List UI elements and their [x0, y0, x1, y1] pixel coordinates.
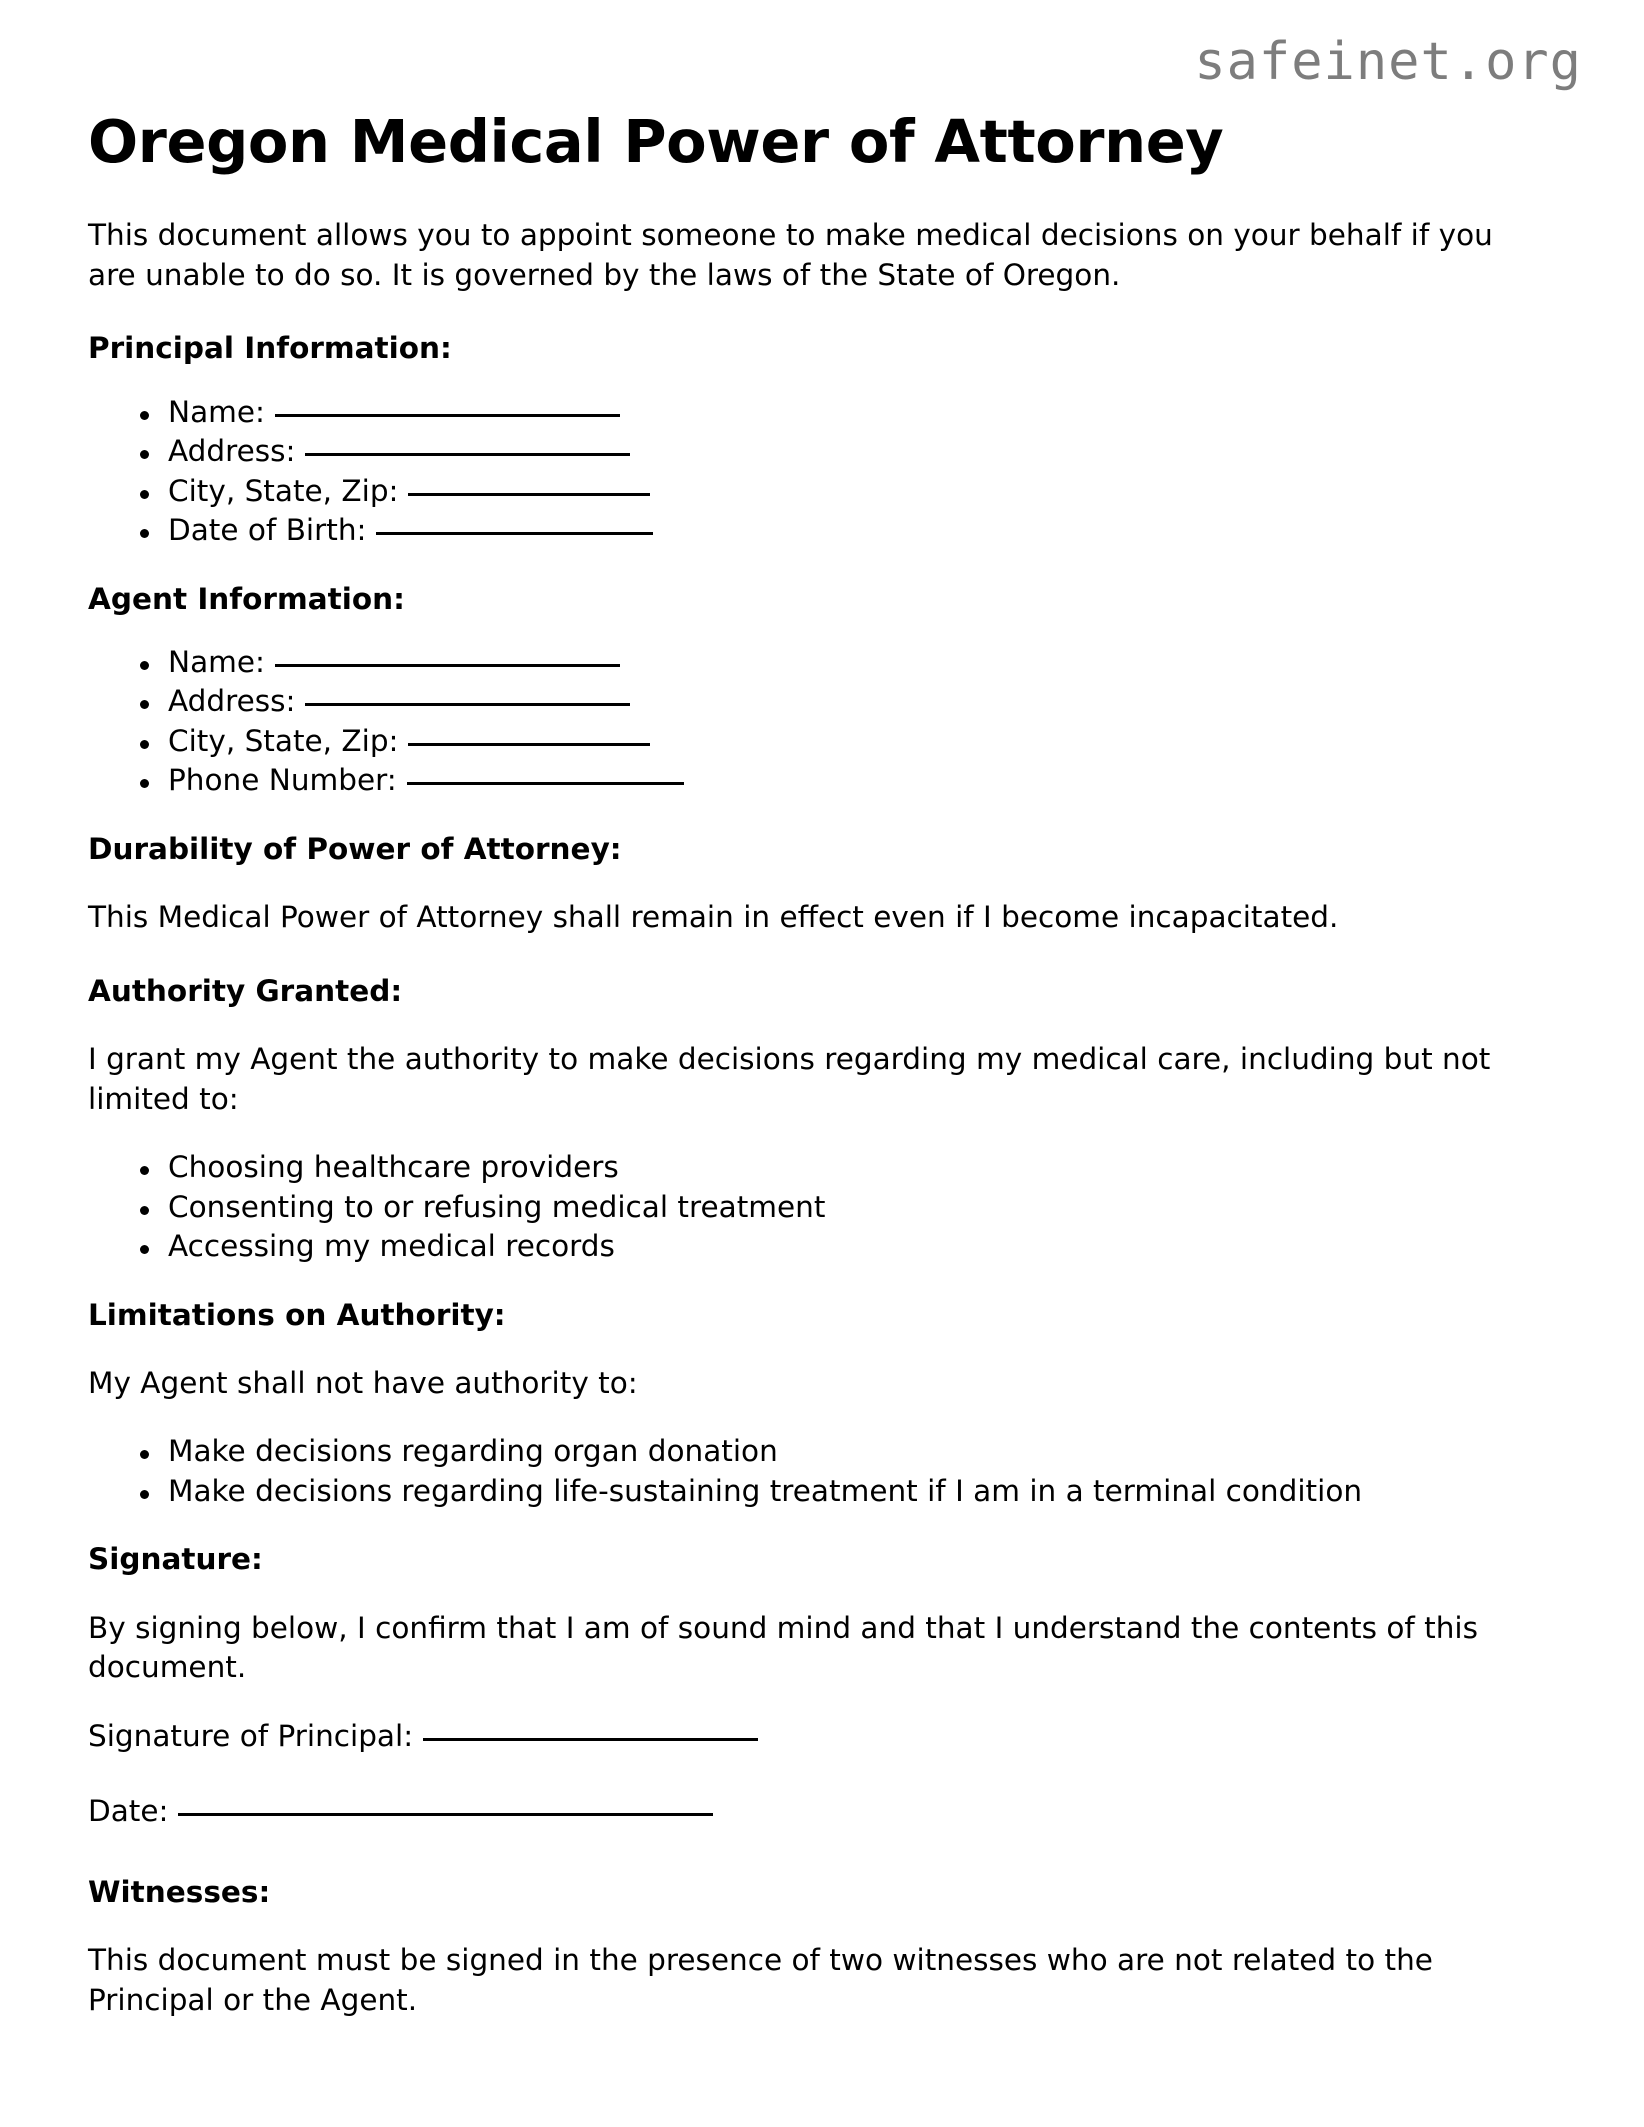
field-blank-line[interactable] [275, 414, 620, 417]
field-row [168, 513, 653, 548]
field-row [168, 763, 684, 798]
principal-information-heading: Principal Information: [88, 331, 452, 366]
list-item [88, 473, 1536, 508]
field-row [168, 723, 650, 758]
agent-information-heading: Agent Information: [88, 581, 405, 616]
field-label: Phone Number: [168, 763, 397, 798]
signature-date-row [88, 1794, 1536, 1829]
list-item [88, 763, 1536, 798]
list-item [88, 434, 1536, 469]
field-blank-line[interactable] [305, 453, 630, 456]
limitations-heading: Limitations on Authority: [88, 1297, 506, 1332]
field-blank-line[interactable] [407, 782, 684, 785]
limitations-paragraph: My Agent shall not have authority to: [88, 1365, 638, 1400]
date-blank-line[interactable] [178, 1813, 713, 1816]
field-label: City, State, Zip: [168, 723, 399, 758]
field-blank-line[interactable] [408, 743, 650, 746]
field-row [168, 394, 620, 429]
signature-of-principal-row [88, 1718, 1536, 1753]
agent-information-list [88, 644, 1536, 798]
field-label: Name: [168, 644, 265, 679]
field-label: Date of Birth: [168, 513, 367, 548]
document-body [88, 107, 1536, 2054]
witnesses-paragraph: This document must be signed in the presence of two witnesses who are not related to the Principal or the Agent. [88, 1943, 1433, 2017]
list-item: Make decisions regarding life-sustaining treatment if I am in a terminal condition [88, 1477, 1536, 1507]
list-item [88, 513, 1536, 548]
durability-paragraph: This Medical Power of Attorney shall remain in effect even if I become incapacitated. [88, 900, 1339, 935]
list-item [88, 394, 1536, 429]
field-label: Address: [168, 684, 296, 719]
signature-heading: Signature: [88, 1542, 263, 1577]
field-label: Date: [88, 1794, 169, 1829]
authority-granted-list [88, 1150, 1536, 1264]
authority-granted-heading: Authority Granted: [88, 973, 403, 1008]
principal-information-list [88, 394, 1536, 548]
limitations-list [88, 1434, 1536, 1508]
site-watermark: safeinet.org [1194, 32, 1582, 92]
field-label: Address: [168, 434, 296, 469]
signature-blank-line[interactable] [423, 1738, 758, 1741]
field-row [168, 434, 630, 469]
witnesses-heading: Witnesses: [88, 1874, 271, 1909]
list-item [88, 644, 1536, 679]
field-blank-line[interactable] [305, 703, 630, 706]
authority-granted-paragraph: I grant my Agent the authority to make decisions regarding my medical care, including but not limited to: [88, 1042, 1491, 1116]
field-blank-line[interactable] [376, 532, 653, 535]
signature-paragraph: By signing below, I confirm that I am of sound mind and that I understand the contents of this document. [88, 1610, 1478, 1685]
field-row [88, 1718, 758, 1753]
field-blank-line[interactable] [408, 493, 650, 496]
field-blank-line[interactable] [275, 664, 620, 667]
field-row [168, 644, 620, 679]
field-label: City, State, Zip: [168, 473, 399, 508]
list-item [88, 723, 1536, 758]
list-item: Accessing my medical records [88, 1232, 1536, 1262]
field-row [88, 1794, 713, 1829]
field-row [168, 473, 650, 508]
durability-heading: Durability of Power of Attorney: [88, 831, 622, 866]
list-item: Consenting to or refusing medical treatment [88, 1193, 1536, 1223]
field-row [168, 684, 630, 719]
field-label: Signature of Principal: [88, 1718, 414, 1753]
intro-paragraph: This document allows you to appoint someone to make medical decisions on your behalf if you are unable to do so. It is governed by the laws of the State of Oregon. [88, 218, 1493, 292]
list-item [88, 684, 1536, 719]
page-title: Oregon Medical Power of Attorney [88, 107, 1224, 176]
list-item: Choosing healthcare providers [88, 1153, 1536, 1183]
field-label: Name: [168, 394, 265, 429]
list-item: Make decisions regarding organ donation [88, 1437, 1536, 1467]
